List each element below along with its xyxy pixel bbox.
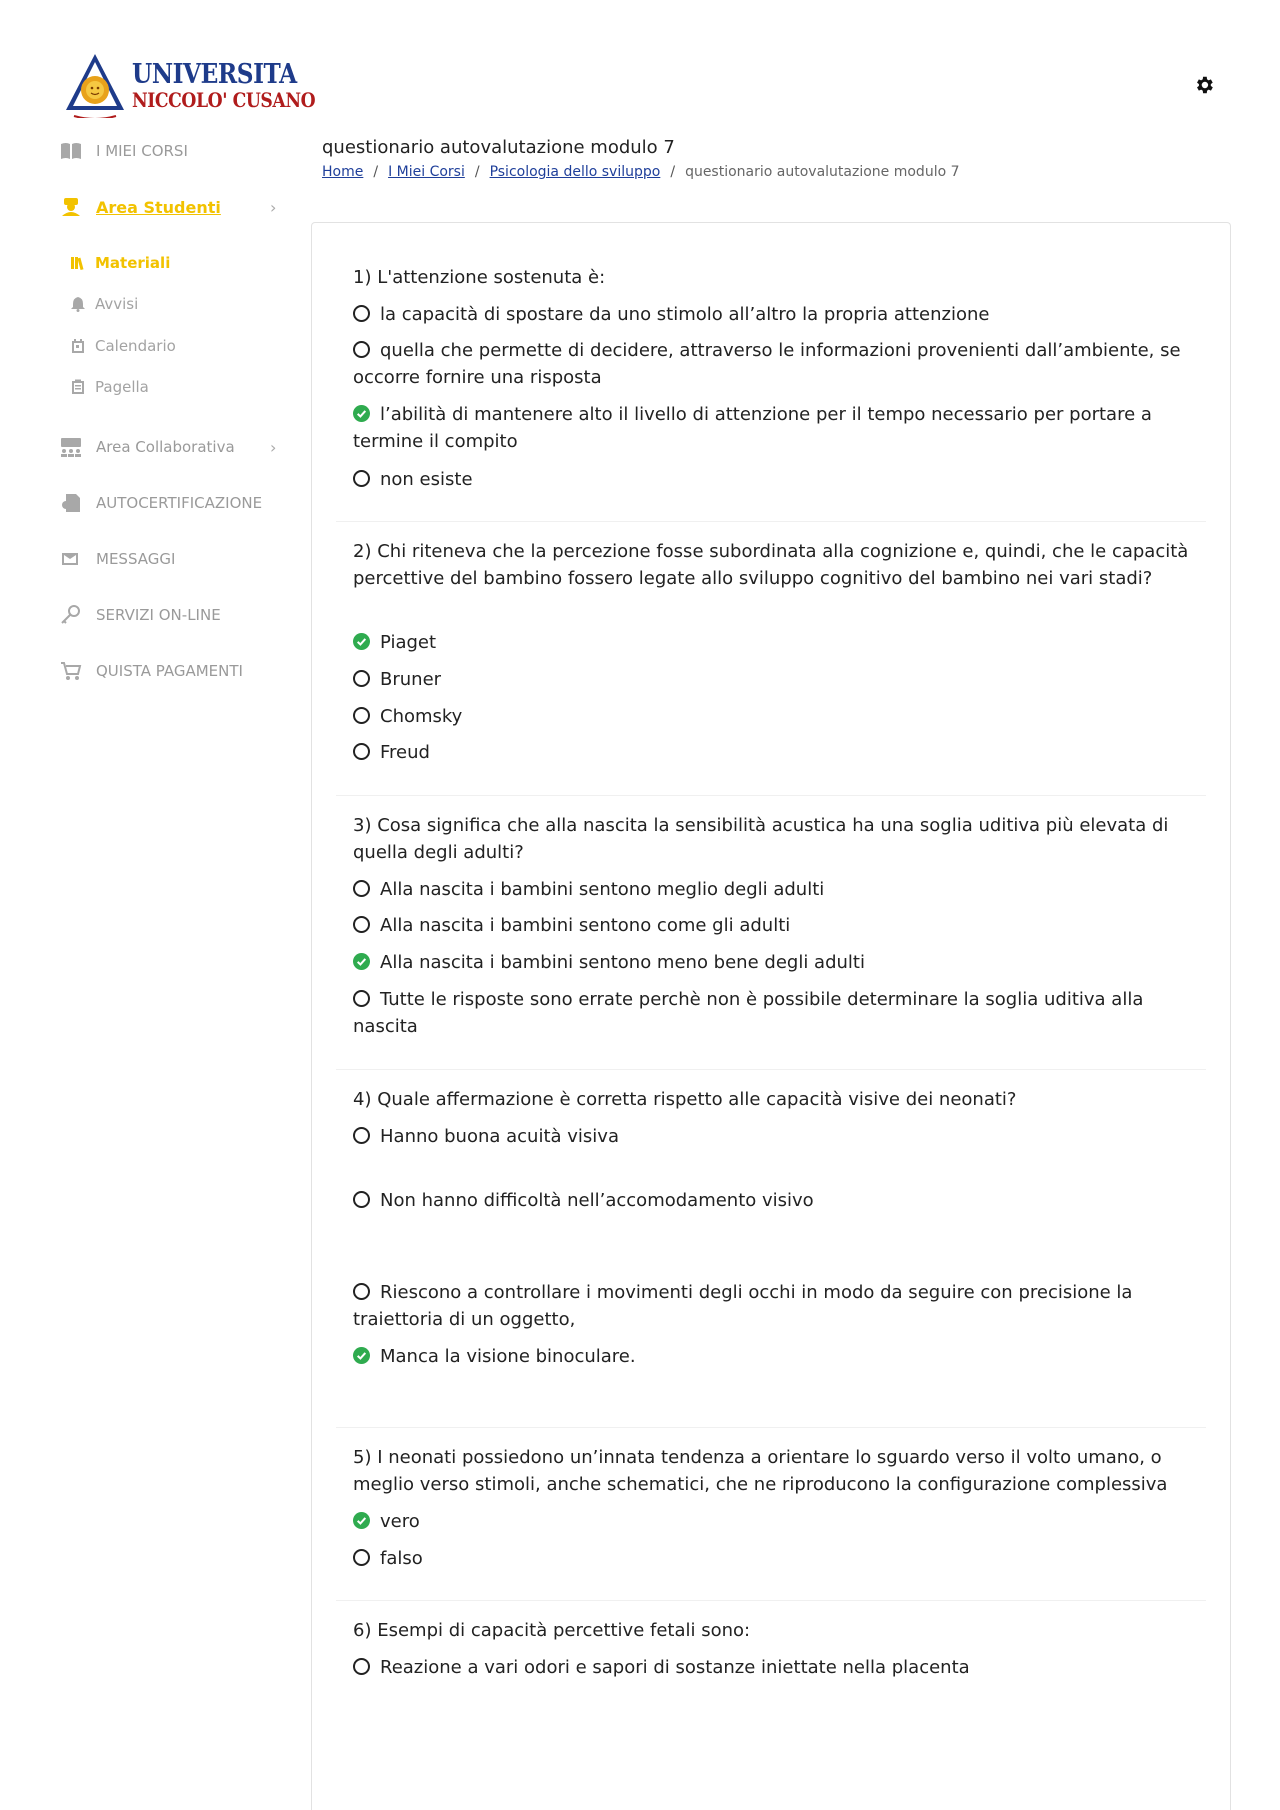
book-icon: [60, 141, 82, 161]
question: [353, 812, 1193, 866]
answer-option[interactable]: [353, 1279, 1193, 1333]
answer-option-correct[interactable]: [353, 401, 1193, 455]
answer-option[interactable]: [353, 739, 1193, 766]
bell-icon: [70, 296, 86, 312]
radio-unchecked-icon[interactable]: [353, 1658, 370, 1675]
answer-text: Piaget: [380, 632, 437, 653]
sidebar-subitem-label: Calendario: [95, 337, 176, 355]
answer-text: quella che permette di decidere, attraverso le informazioni provenienti dall’ambiente, se occorre fornire una risposta: [353, 340, 1181, 388]
answer-option[interactable]: [353, 301, 1193, 328]
student-icon: [60, 197, 82, 217]
check-circle-icon: [353, 953, 370, 970]
sidebar-item-servizi-online[interactable]: [60, 605, 221, 625]
radio-unchecked-icon[interactable]: [353, 670, 370, 687]
radio-unchecked-icon[interactable]: [353, 880, 370, 897]
answer-option-correct[interactable]: [353, 949, 1193, 976]
answer-option[interactable]: [353, 912, 1193, 939]
sidebar-item-quista-pagamenti[interactable]: [60, 661, 243, 681]
answer-option[interactable]: [353, 337, 1193, 391]
check-circle-icon: [353, 405, 370, 422]
answer-text: Manca la visione binoculare.: [380, 1346, 636, 1367]
answer-option-correct[interactable]: [353, 1343, 1193, 1370]
radio-unchecked-icon[interactable]: [353, 707, 370, 724]
radio-unchecked-icon[interactable]: [353, 305, 370, 322]
answer-text: Hanno buona acuità visiva: [380, 1126, 619, 1147]
question: [353, 1617, 1193, 1644]
sidebar-item-area-collaborativa[interactable]: [60, 437, 235, 457]
question-divider: [336, 1427, 1206, 1428]
question-text: Chi riteneva che la percezione fosse subordinata alla cognizione e, quindi, che le capacità percettive del bambino fossero legate allo sviluppo cognitivo del bambino nei vari stadi?: [353, 541, 1189, 589]
breadcrumb-separator: /: [373, 164, 379, 180]
question-number: 2): [353, 541, 372, 562]
sidebar-subitem-calendario[interactable]: [70, 337, 176, 355]
collaboration-icon: [60, 437, 82, 457]
breadcrumb: [322, 164, 960, 180]
question-divider: [336, 1600, 1206, 1601]
breadcrumb-separator: /: [474, 164, 480, 180]
sidebar-subitem-avvisi[interactable]: [70, 295, 138, 313]
question-number: 5): [353, 1447, 372, 1468]
sidebar-item-label: I MIEI CORSI: [96, 142, 188, 160]
check-circle-icon: [353, 1347, 370, 1364]
question-text: Cosa significa che alla nascita la sensibilità acustica ha una soglia uditiva più elevata di quella degli adulti?: [353, 815, 1169, 863]
answer-text: Reazione a vari odori e sapori di sostanze iniettate nella placenta: [380, 1657, 970, 1678]
answer-option-correct[interactable]: [353, 629, 1193, 656]
radio-unchecked-icon[interactable]: [353, 470, 370, 487]
question: [353, 1086, 1193, 1113]
university-logo[interactable]: [64, 50, 316, 120]
answer-option[interactable]: [353, 986, 1193, 1040]
question-text: L'attenzione sostenuta è:: [377, 267, 606, 288]
sidebar-item-label: MESSAGGI: [96, 550, 176, 568]
answer-text: Alla nascita i bambini sentono meno bene degli adulti: [380, 952, 865, 973]
sidebar-item-label: SERVIZI ON-LINE: [96, 606, 221, 624]
answer-text: Tutte le risposte sono errate perchè non è possibile determinare la soglia uditiva alla nascita: [353, 989, 1144, 1037]
answer-option[interactable]: [353, 1123, 1193, 1150]
question-number: 3): [353, 815, 372, 836]
answer-text: non esiste: [380, 469, 473, 490]
answer-option-correct[interactable]: [353, 1508, 1193, 1535]
settings-button[interactable]: [1193, 74, 1215, 96]
sidebar-item-label: AUTOCERTIFICAZIONE: [96, 494, 263, 512]
answer-text: Bruner: [380, 669, 442, 690]
answer-text: Alla nascita i bambini sentono come gli adulti: [380, 915, 791, 936]
radio-unchecked-icon[interactable]: [353, 341, 370, 358]
logo-subtitle: NICCOLO' CUSANO: [132, 87, 316, 112]
certificate-icon: [60, 493, 82, 513]
gear-icon: [1193, 74, 1215, 96]
breadcrumb-my-courses-link[interactable]: I Miei Corsi: [388, 164, 465, 180]
answer-text: Non hanno difficoltà nell’accomodamento visivo: [380, 1190, 814, 1211]
question-number: 4): [353, 1089, 372, 1110]
logo-title: UNIVERSITA: [132, 58, 297, 90]
answer-option[interactable]: [353, 466, 1193, 493]
question: [353, 264, 1193, 291]
sidebar-subitem-label: Materiali: [95, 254, 171, 272]
breadcrumb-current: questionario autovalutazione modulo 7: [685, 164, 960, 180]
answer-text: Freud: [380, 742, 430, 763]
breadcrumb-course-link[interactable]: Psicologia dello sviluppo: [489, 164, 661, 180]
radio-unchecked-icon[interactable]: [353, 1191, 370, 1208]
sidebar-item-messaggi[interactable]: [60, 549, 175, 569]
radio-unchecked-icon[interactable]: [353, 743, 370, 760]
sidebar-subitem-label: Avvisi: [95, 295, 139, 313]
answer-text: vero: [380, 1511, 420, 1532]
chevron-right-icon: ›: [270, 438, 277, 457]
answer-option[interactable]: [353, 703, 1193, 730]
key-icon: [60, 605, 82, 625]
answer-text: l’abilità di mantenere alto il livello di attenzione per il tempo necessario per portare a termine il compito: [353, 404, 1152, 452]
question-number: 1): [353, 267, 372, 288]
question: [353, 1444, 1193, 1498]
sidebar-item-label: Area Studenti: [96, 197, 221, 217]
breadcrumb-separator: /: [670, 164, 676, 180]
sidebar-item-area-studenti[interactable]: [60, 197, 221, 217]
answer-text: falso: [380, 1548, 423, 1569]
radio-unchecked-icon[interactable]: [353, 1283, 370, 1300]
calendar-icon: [70, 338, 86, 354]
envelope-icon: [60, 549, 82, 569]
answer-option[interactable]: [353, 1654, 1193, 1681]
sidebar-item-label: QUISTA PAGAMENTI: [96, 662, 243, 680]
answer-option[interactable]: [353, 1187, 1193, 1214]
answer-option[interactable]: [353, 876, 1193, 903]
clipboard-icon: [70, 379, 86, 395]
radio-unchecked-icon[interactable]: [353, 916, 370, 933]
check-circle-icon: [353, 1512, 370, 1529]
question-number: 6): [353, 1620, 372, 1641]
answer-option[interactable]: [353, 666, 1193, 693]
cart-icon: [60, 661, 82, 681]
page-title: questionario autovalutazione modulo 7: [322, 137, 675, 158]
answer-text: Riescono a controllare i movimenti degli occhi in modo da seguire con precisione la traiettoria di un oggetto,: [353, 1282, 1133, 1330]
radio-unchecked-icon[interactable]: [353, 1127, 370, 1144]
answer-option[interactable]: [353, 1545, 1193, 1572]
question-divider: [336, 521, 1206, 522]
chevron-right-icon: ›: [270, 198, 277, 217]
question-divider: [336, 795, 1206, 796]
books-icon: [70, 255, 86, 271]
sidebar-subitem-pagella[interactable]: [70, 378, 149, 396]
sidebar-subitem-materiali[interactable]: [70, 254, 170, 272]
sidebar-subitem-label: Pagella: [95, 378, 149, 396]
question-divider: [336, 1069, 1206, 1070]
radio-unchecked-icon[interactable]: [353, 990, 370, 1007]
breadcrumb-home-link[interactable]: Home: [322, 164, 364, 180]
answer-text: Alla nascita i bambini sentono meglio degli adulti: [380, 879, 825, 900]
question-text: I neonati possiedono un’innata tendenza a orientare lo sguardo verso il volto umano, o meglio verso stimoli, anche schematici, che ne riproducono la configurazione complessiva: [353, 1447, 1168, 1495]
sidebar-item-my-courses[interactable]: [60, 141, 188, 161]
answer-text: la capacità di spostare da uno stimolo all’altro la propria attenzione: [380, 304, 990, 325]
sidebar-item-label: Area Collaborativa: [96, 438, 235, 456]
question-text: Esempi di capacità percettive fetali sono:: [377, 1620, 751, 1641]
sidebar-item-autocertificazione[interactable]: [60, 493, 262, 513]
university-seal-icon: [64, 52, 126, 118]
question-text: Quale affermazione è corretta rispetto alle capacità visive dei neonati?: [377, 1089, 1017, 1110]
radio-unchecked-icon[interactable]: [353, 1549, 370, 1566]
answer-text: Chomsky: [380, 706, 463, 727]
check-circle-icon: [353, 633, 370, 650]
question: [353, 538, 1193, 592]
